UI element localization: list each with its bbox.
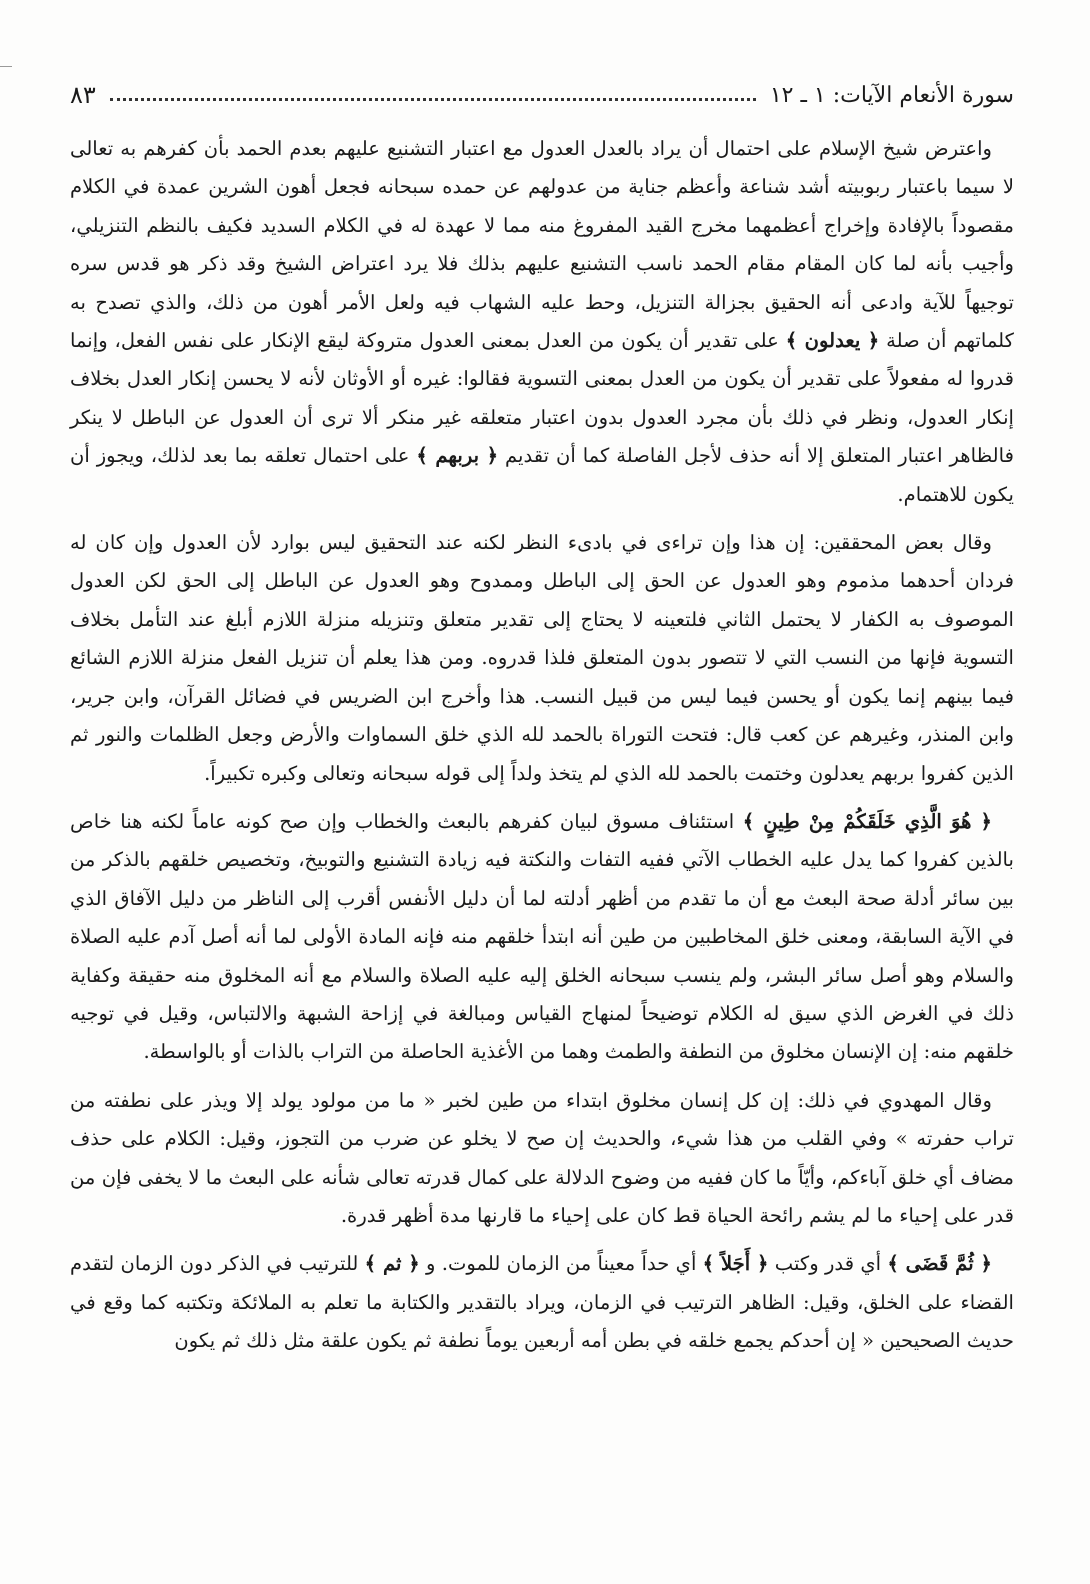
text-run: للترتيب في الذكر دون الزمان لتقدم القضاء على الخلق، وقيل: الظاهر الترتيب في الزمان، ويراد بالتقدير والكتابة ما تعلم به الملائكة وتكتبه كما وقع في حديث الصحيحين « إن أحدكم يجمع خلقه في بطن أمه أربعين يوماً نطفة ثم يكون علقة مثل ذلك ثم يكون <box>70 1252 1014 1353</box>
paragraph <box>70 1082 1014 1236</box>
text-run: على احتمال تعلقه بما بعد لذلك، ويجوز أن يكون للاهتمام. <box>70 444 1014 506</box>
scan-edge-mark <box>0 66 12 67</box>
quran-quote: ﴿ بربهم ﴾ <box>416 444 499 468</box>
text-run: وقال المهدوي في ذلك: إن كل إنسان مخلوق ابتداء من طين لخبر « ما من مولود يولد إلا ويذر على نطفته من تراب حفرته » وفي القلب من هذا شيء، والحديث إن صح لا يخلو عن ضرب من التجوز، وقيل: الكلام على حذف مضاف أي خلق آباءكم، وأيّاً ما كان ففيه من وضوح الدلالة على كمال قدرته تعالى شأنه على البعث ما لا يخفى فإن من قدر على إحياء ما لم يشم رائحة الحياة قط كان على إحياء ما قارنها مدة أظهر قدرة. <box>70 1088 1014 1227</box>
quran-quote: ﴿ هُوَ الَّذِي خَلَقَكُمْ مِنْ طِينٍ ﴾ <box>742 809 992 833</box>
text-run: استئناف مسوق لبيان كفرهم بالبعث والخطاب وإن صح كونه عاماً لكنه هنا خاص بالذين كفروا كما يدل عليه الخطاب الآتي ففيه التفات والنكتة فيه زيادة التشنيع والتوبيخ، وتخصيص خلقهم بالذكر من بين سائر أدلة صحة البعث مع أن ما تقدم من أظهر أدلته لما أن دليل الأنفس أقرب إلى الناظر من دليل الآفاق الذي في الآية السابقة، ومعنى خلق المخاطبين من طين أنه ابتدأ خلقهم منه فإنه المادة الأولى لما أنه أصل آدم عليه الصلاة والسلام وهو أصل سائر البشر، ولم ينسب سبحانه الخلق إليه عليه الصلاة والسلام مع أنه المخلوق منه حقيقة وكفاية ذلك في الغرض الذي سيق له الكلام توضيحاً لمنهاج القياس ومبالغة في إزاحة الشبهة والالتباس، وقيل في توجيه خلقهم منه: إن الإنسان مخلوق من النطفة والطمث وهما من الأغذية الحاصلة من التراب بالذات أو بالواسطة. <box>70 809 1014 1064</box>
quran-quote: ﴿ ثم ﴾ <box>364 1252 420 1276</box>
text-run: أي قدر وكتب <box>768 1252 888 1276</box>
body-text <box>70 130 1014 1570</box>
text-run: وقال بعض المحققين: إن هذا وإن تراءى في بادىء النظر لكنه عند التحقيق ليس بوارد لأن العدول وإن كان له فردان أحدهما مذموم وهو العدول عن الحق إلى الباطل وممدوح وهو العدول عن الباطل إلى الحق لكن العدول الموصوف به الكفار لا يحتمل الثاني فلتعينه لا يحتاج إلى تقدير متعلق وتنزيله منزلة اللازم أبلغ عند التأمل بخلاف التسوية فإنها من النسب التي لا تتصور بدون المتعلق فلذا قدروه. ومن هذا يعلم أن تنزيل الفعل منزلة اللازم الشائع فيما بينهم إنما يكون أو يحسن فيما ليس من قبيل النسب. هذا وأخرج ابن الضريس في فضائل القرآن، وابن جرير، وابن المنذر، وغيرهم عن كعب قال: فتحت التوراة بالحمد لله الذي خلق السماوات والأرض وجعل الظلمات والنور ثم الذين كفروا بربهم يعدلون وختمت بالحمد لله الذي لم يتخذ ولداً إلى قوله سبحانه وتعالى وكبره تكبيراً. <box>70 531 1014 785</box>
paragraph <box>70 130 1014 514</box>
paragraph <box>70 1245 1014 1360</box>
paragraph <box>70 524 1014 793</box>
text-run: على تقدير أن يكون من العدل بمعنى العدول متروكة ليقع الإنكار على نفس الفعل، وإنما قدروا له مفعولاً على تقدير أن يكون من العدل بمعنى التسوية فقالوا: غيره أو الأوثان لأنه لا يحسن إنكار العدل بخلاف إنكار العدول، ونظر في ذلك بأن مجرد العدول بدون اعتبار متعلقه غير منكر ألا ترى أن العدول عن الباطل لا ينكر فالظاهر اعتبار المتعلق إلا أنه حذف لأجل الفاصلة كما أن تقديم <box>70 329 1014 468</box>
surah-title: سورة الأنعام الآيات: ١ ـ ١٢ <box>769 82 1014 108</box>
dotted-leader <box>110 98 756 101</box>
running-header <box>70 72 1014 118</box>
text-run: واعترض شيخ الإسلام على احتمال أن يراد بالعدل العدول مع اعتبار التشنيع عليهم بعدم الحمد بأن كفرهم به تعالى لا سيما باعتبار ربوبيته أشد شناعة وأعظم جناية من عدولهم عن حمده سبحانه فجعل أهون الشرين عمدة في الكلام مقصوداً بالإفادة وإخراج أعظمهما مخرج القيد المفروغ منه مما لا عهدة له في الكلام السديد فكيف بالنظم التنزيلي، وأجيب بأنه لما كان المقام مقام الحمد ناسب التشنيع عليهم بذلك فلا يرد اعتراض الشيخ وقد ذكر هو قدس سره توجيهاً للآية وادعى أنه الحقيق بجزالة التنزيل، وحط عليه الشهاب فيه ولعل الأمر أهون من ذلك، والذي تصدح به كلماتهم أن صلة <box>70 137 1014 353</box>
text-run: أي حداً معيناً من الزمان للموت. و <box>419 1252 703 1276</box>
quran-quote: ﴿ ثُمَّ قَضَى ﴾ <box>887 1252 992 1276</box>
page-number: ٨٣ <box>70 81 96 109</box>
paragraph <box>70 803 1014 1072</box>
quran-quote: ﴿ أَجَلاً ﴾ <box>702 1252 769 1276</box>
quran-quote: ﴿ يعدلون ﴾ <box>785 329 880 353</box>
